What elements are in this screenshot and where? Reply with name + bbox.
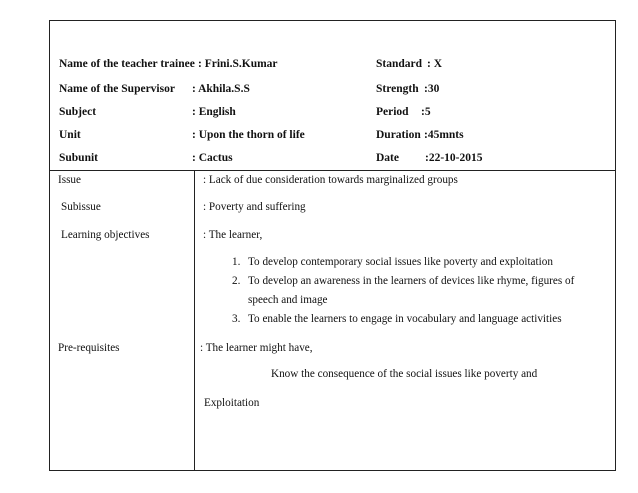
learning-objectives-value: : The learner, bbox=[203, 229, 263, 241]
subissue-label: Subissue bbox=[61, 201, 101, 213]
subject-value: : English bbox=[192, 106, 236, 118]
teacher-trainee-value: : Frini.S.Kumar bbox=[198, 58, 278, 70]
objective-2-text-line-2: speech and image bbox=[248, 294, 328, 306]
header-divider bbox=[50, 170, 615, 171]
duration-label: Duration bbox=[376, 129, 421, 141]
prerequisites-label: Pre-requisites bbox=[58, 342, 120, 354]
prerequisites-line-1: Know the consequence of the social issues like poverty and bbox=[271, 368, 538, 380]
unit-value: : Upon the thorn of life bbox=[192, 129, 305, 141]
date-label: Date bbox=[376, 152, 399, 164]
objective-1-number: 1. bbox=[232, 256, 241, 268]
period-value: :5 bbox=[421, 106, 431, 118]
duration-value: :45mnts bbox=[424, 129, 464, 141]
standard-value: : X bbox=[427, 58, 443, 70]
supervisor-value: : Akhila.S.S bbox=[192, 83, 250, 95]
subject-label: Subject bbox=[59, 106, 97, 118]
subunit-label: Subunit bbox=[59, 152, 99, 164]
subissue-value: : Poverty and suffering bbox=[203, 201, 306, 213]
column-divider bbox=[194, 170, 195, 470]
learning-objectives-label: Learning objectives bbox=[61, 229, 150, 241]
strength-value: :30 bbox=[424, 83, 440, 95]
objective-1-text: To develop contemporary social issues like poverty and exploitation bbox=[248, 256, 553, 268]
period-label: Period bbox=[376, 106, 409, 118]
subunit-value: : Cactus bbox=[192, 152, 233, 164]
objective-3-number: 3. bbox=[232, 313, 241, 325]
issue-value: : Lack of due consideration towards marginalized groups bbox=[203, 174, 458, 186]
prerequisites-value: : The learner might have, bbox=[200, 342, 313, 354]
objective-2-number: 2. bbox=[232, 275, 241, 287]
objective-2-text-line-1: To develop an awareness in the learners of devices like rhyme, figures of bbox=[248, 275, 575, 287]
strength-label: Strength bbox=[376, 83, 419, 95]
teacher-trainee-label: Name of the teacher trainee bbox=[59, 58, 195, 70]
objective-3-text: To enable the learners to engage in vocabulary and language activities bbox=[248, 313, 562, 325]
unit-label: Unit bbox=[59, 129, 81, 141]
prerequisites-line-2: Exploitation bbox=[204, 397, 260, 409]
date-value: :22-10-2015 bbox=[425, 152, 483, 164]
issue-label: Issue bbox=[58, 174, 81, 186]
supervisor-label: Name of the Supervisor bbox=[59, 83, 175, 95]
standard-label: Standard bbox=[376, 58, 423, 70]
